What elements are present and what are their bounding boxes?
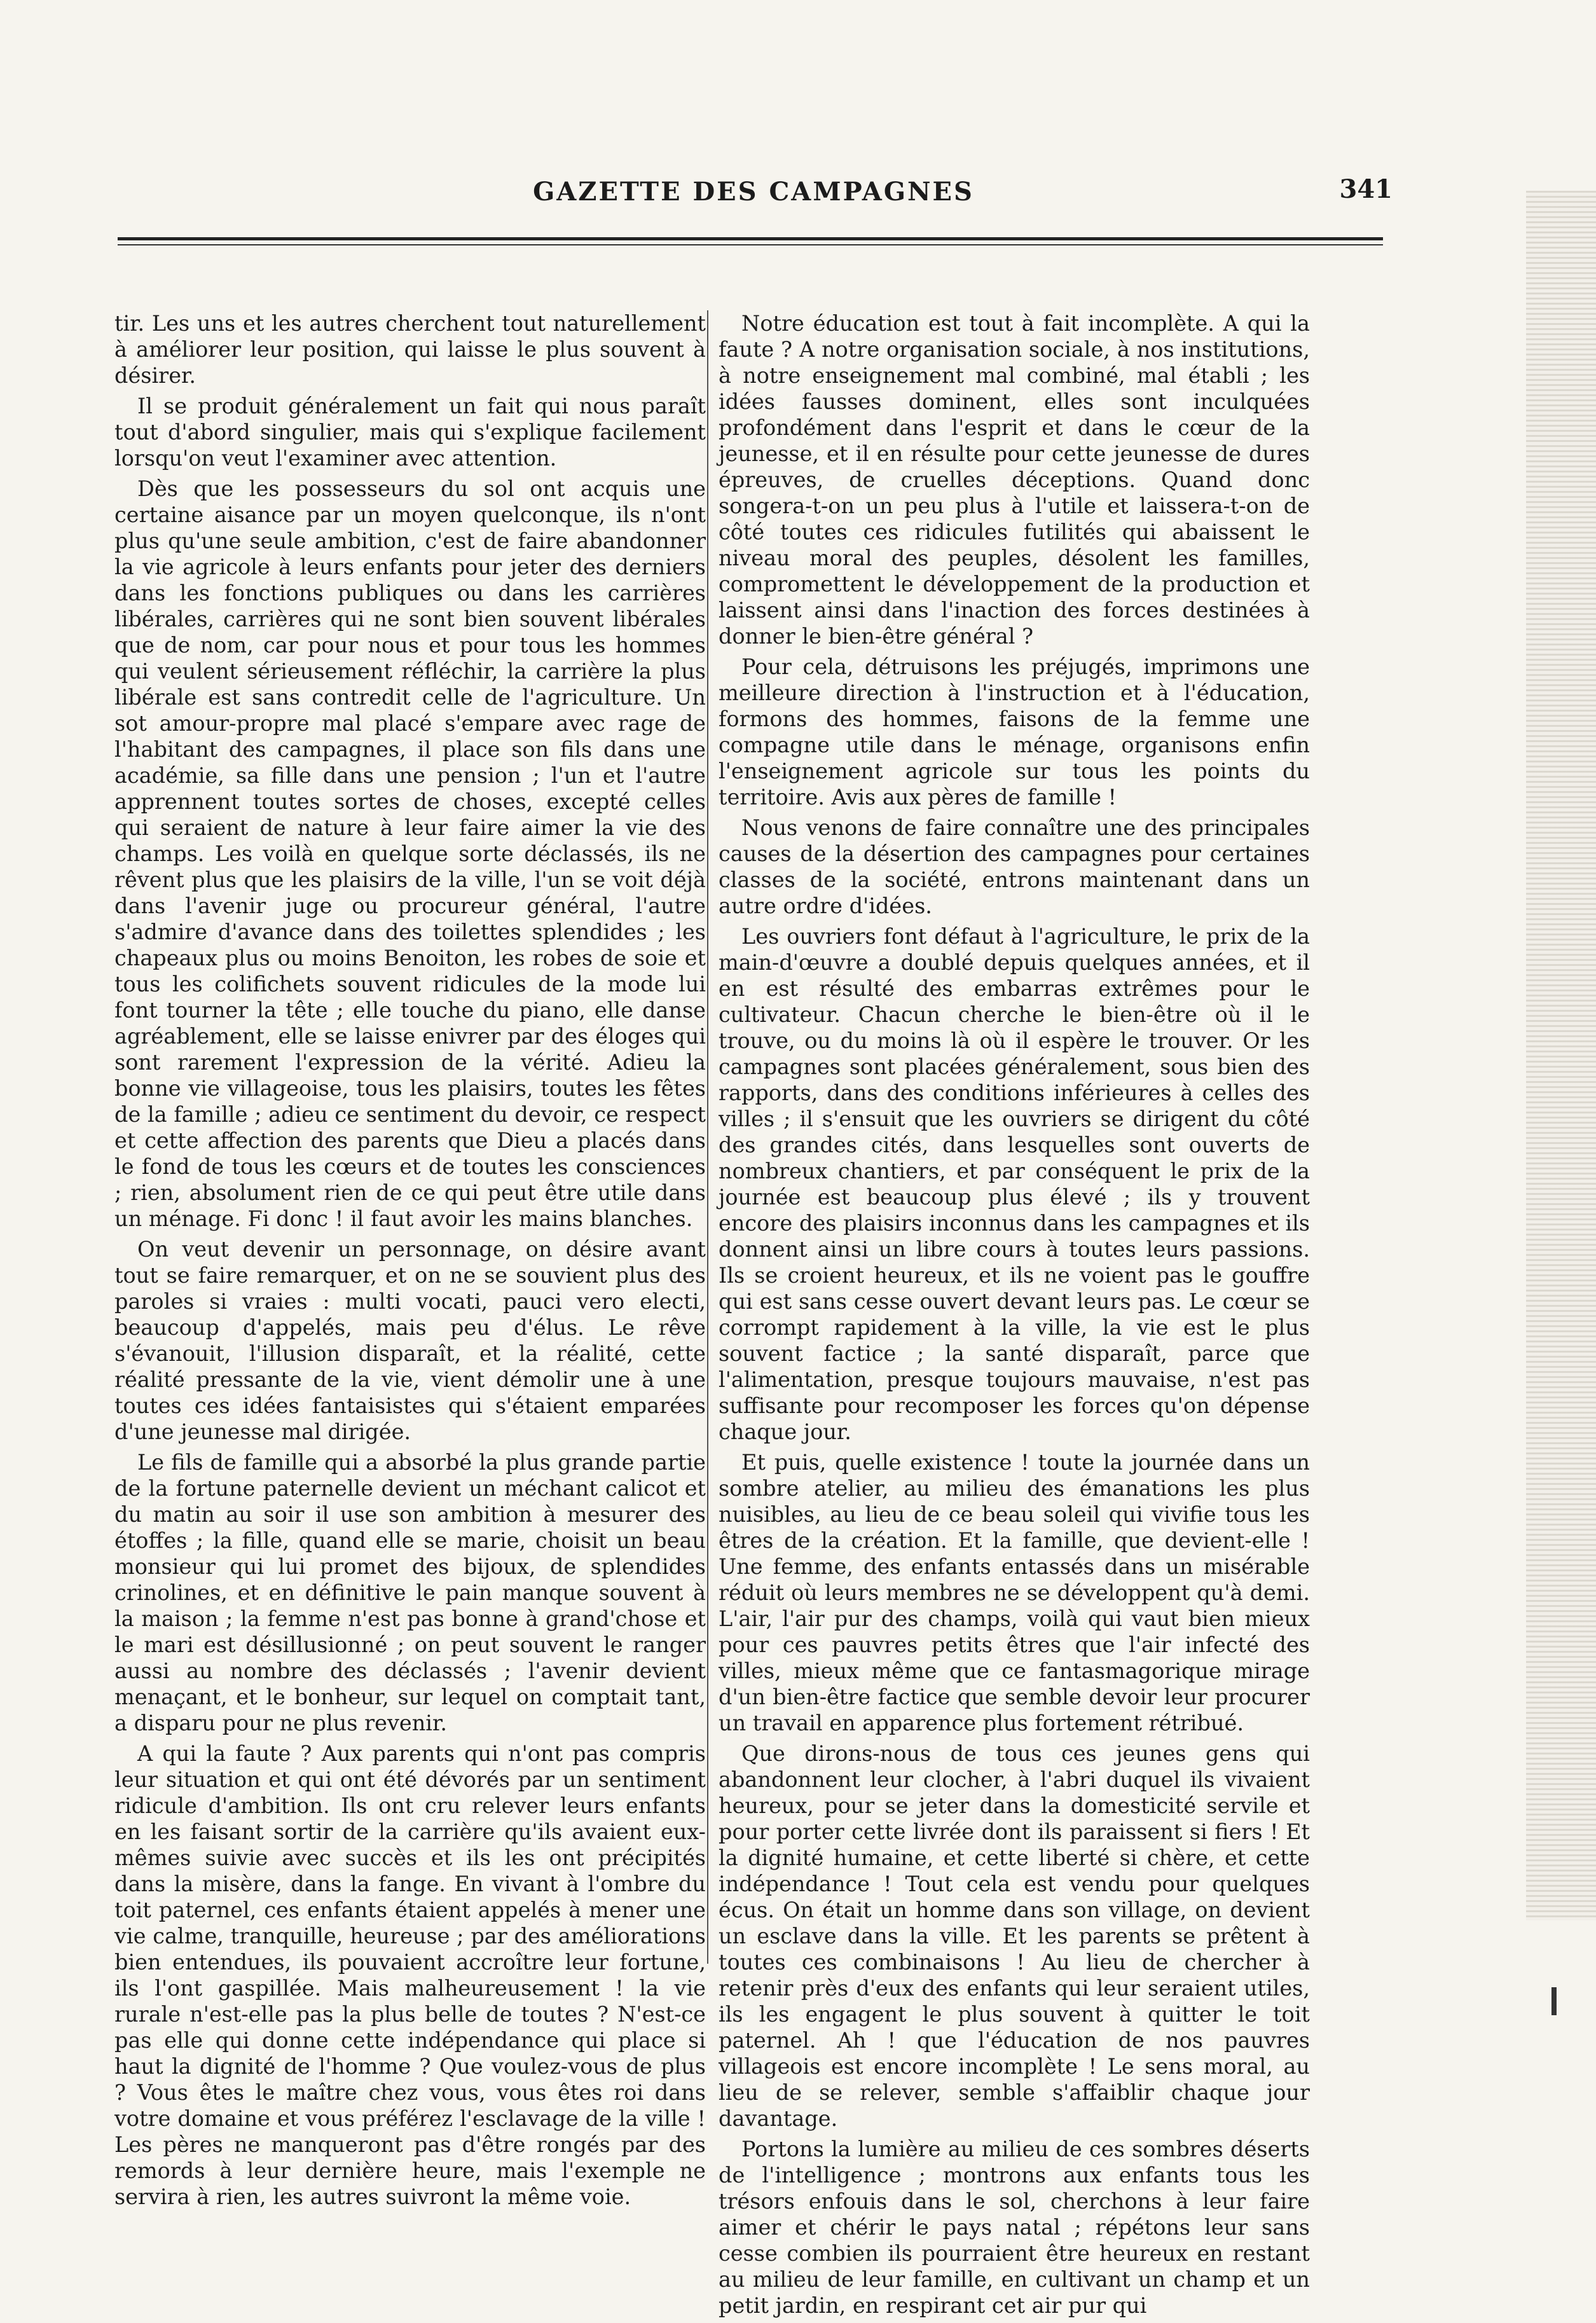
scan-margin-mark xyxy=(1551,1987,1557,2015)
running-title: GAZETTE DES CAMPAGNES xyxy=(533,177,974,207)
paragraph: Nous venons de faire connaître une des principales causes de la désertion des campagnes pour certaines classes de la société, entrons maintenant dans un autre ordre d'idées. xyxy=(719,815,1310,918)
paragraph: Pour cela, détruisons les préjugés, imprimons une meilleure direction à l'instruction et à l'éducation, formons des hommes, faisons de la femme une compagne utile dans le ménage, organisons enfin l'enseignement agricole sur tous les points du territoire. Avis aux pères de famille ! xyxy=(719,654,1310,810)
paragraph: Il se produit généralement un fait qui nous paraît tout d'abord singulier, mais qui s'explique facilement lorsqu'on veut l'examiner avec attention. xyxy=(114,394,706,471)
paragraph: Le fils de famille qui a absorbé la plus grande partie de la fortune paternelle devient un méchant calicot et du matin au soir il use son ambition à mesurer des étoffes ; la fille, quand elle se marie, choisit un beau monsieur qui lui promet des bijoux, de splendides crinolines, et en définitive le pain manque souvent à la maison ; la femme n'est pas bonne à grand'chose et le mari est désillusionné ; on peut souvent le ranger aussi au nombre des déclassés ; l'avenir devient menaçant, et le bonheur, sur lequel on comptait tant, a disparu pour ne plus revenir. xyxy=(114,1450,706,1735)
page-number: 341 xyxy=(1339,174,1393,204)
header-rule-thin xyxy=(118,244,1383,245)
paragraph: tir. Les uns et les autres cherchent tout naturellement à améliorer leur position, qui laisse le plus souvent à désirer. xyxy=(114,311,706,388)
paragraph: On veut devenir un personnage, on désire avant tout se faire remarquer, et on ne se souvient plus des paroles si vraies : multi vocati, pauci vero electi, beaucoup d'appelés, mais peu d'élus. Le rêve s'évanouit, l'illusion disparaît, et la réalité, cette réalité pressante de la vie, vient démolir une à une toutes ces idées fantaisistes qui s'étaient emparées d'une jeunesse mal dirigée. xyxy=(114,1237,706,1444)
column-divider xyxy=(707,310,708,1964)
paragraph: Les ouvriers font défaut à l'agriculture, le prix de la main-d'œuvre a doublé depuis quelques années, et il en est résulté des embarras extrêmes pour le cultivateur. Chacun cherche le bien-être où il le trouve, ou du moins là où il espère le trouver. Or les campagnes sont placées généralement, sous bien des rapports, dans des conditions inférieures à celles des villes ; il s'ensuit que les ouvriers se dirigent du côté des grandes cités, dans lesquelles sont ouverts de nombreux chantiers, et par conséquent le prix de la journée est beaucoup plus élevé ; ils y trouvent encore des plaisirs inconnus dans les campagnes et ils donnent ainsi un libre cours à toutes leurs passions. Ils se croient heureux, et ils ne voient pas le gouffre qui est sans cesse ouvert devant leurs pas. Le cœur se corrompt rapidement à la ville, la vie est le plus souvent factice ; la santé disparaît, parce que l'alimentation, presque toujours mauvaise, n'est pas suffisante pour recomposer les forces qu'on dépense chaque jour. xyxy=(719,924,1310,1444)
scan-margin-bleed xyxy=(1526,191,1596,1920)
paragraph: Que dirons-nous de tous ces jeunes gens qui abandonnent leur clocher, à l'abri duquel ils vivaient heureux, pour se jeter dans la domesticité servile et pour porter cette livrée dont ils paraissent si fiers ! Et la dignité humaine, et cette liberté si chère, et cette indépendance ! Tout cela est vendu pour quelques écus. On était un homme dans son village, on devient un esclave dans la ville. Et les parents se prêtent à toutes ces combinaisons ! Au lieu de chercher à retenir près d'eux des enfants qui leur seraient utiles, ils les engagent le plus souvent à quitter le toit paternel. Ah ! que l'éducation de nos pauvres villageois est encore incomplète ! Le sens moral, au lieu de se relever, semble s'affaiblir chaque jour davantage. xyxy=(719,1741,1310,2131)
paragraph: Et puis, quelle existence ! toute la journée dans un sombre atelier, au milieu des émanations les plus nuisibles, au lieu de ce beau soleil qui vivifie tous les êtres de la création. Et la famille, que devient-elle ! Une femme, des enfants entassés dans un misérable réduit où leurs membres ne se développent qu'à demi. L'air, l'air pur des champs, voilà qui vaut bien mieux pour ces pauvres petits êtres que l'air infecté des villes, mieux même que ce fantasmagorique mirage d'un bien-être factice que semble devoir leur procurer un travail en apparence plus fortement rétribué. xyxy=(719,1450,1310,1735)
left-column xyxy=(114,310,706,2214)
right-column xyxy=(719,310,1310,2323)
header-rule-thick xyxy=(118,237,1383,240)
paragraph: A qui la faute ? Aux parents qui n'ont pas compris leur situation et qui ont été dévorés par un sentiment ridicule d'ambition. Ils ont cru relever leurs enfants en les faisant sortir de la carrière qu'ils avaient eux-mêmes suivie avec succès et ils les ont précipités dans la misère, dans la fange. En vivant à l'ombre du toit paternel, ces enfants étaient appelés à mener une vie calme, tranquille, heureuse ; par des améliorations bien entendues, ils pouvaient accroître leur fortune, ils l'ont gaspillée. Mais malheureusement ! la vie rurale n'est-elle pas la plus belle de toutes ? N'est-ce pas elle qui donne cette indépendance qui place si haut la dignité de l'homme ? Que voulez-vous de plus ? Vous êtes le maître chez vous, vous êtes roi dans votre domaine et vous préférez l'esclavage de la ville ! Les pères ne manqueront pas d'être rongés par des remords à leur dernière heure, mais l'exemple ne servira à rien, les autres suivront la même voie. xyxy=(114,1741,706,2209)
paragraph: Dès que les possesseurs du sol ont acquis une certaine aisance par un moyen quelconque, ils n'ont plus qu'une seule ambition, c'est de faire abandonner la vie agricole à leurs enfants pour jeter des derniers dans les fonctions publiques ou dans les carrières libérales, carrières qui ne sont bien souvent libérales que de nom, car pour nous et pour tous les hommes qui veulent sérieusement réfléchir, la carrière la plus libérale est sans contredit celle de l'agriculture. Un sot amour-propre mal placé s'empare avec rage de l'habitant des campagnes, il place son fils dans une académie, sa fille dans une pension ; l'un et l'autre apprennent toutes sortes de choses, excepté celles qui seraient de nature à leur faire aimer la vie des champs. Les voilà en quelque sorte déclassés, ils ne rêvent plus que les plaisirs de la ville, l'un se voit déjà dans l'avenir juge ou procureur général, l'autre s'admire d'avance dans des toilettes splendides ; les chapeaux plus ou moins Benoiton, les robes de soie et tous les colifichets souvent ridicules de la mode lui font tourner la tête ; elle touche du piano, elle danse agréablement, elle se laisse enivrer par des éloges qui sont rarement l'expression de la vérité. Adieu la bonne vie villageoise, tous les plaisirs, toutes les fêtes de la famille ; adieu ce sentiment du devoir, ce respect et cette affection des parents que Dieu a placés dans le fond de tous les cœurs et de toutes les consciences ; rien, absolument rien de ce qui peut être utile dans un ménage. Fi donc ! il faut avoir les mains blanches. xyxy=(114,476,706,1231)
page-header xyxy=(114,172,1393,216)
paragraph: Portons la lumière au milieu de ces sombres déserts de l'intelligence ; montrons aux enfants tous les trésors enfouis dans le sol, cherchons à leur faire aimer et chérir le pays natal ; répétons leur sans cesse combien ils pourraient être heureux en restant au milieu de leur famille, en cultivant un champ et un petit jardin, en respirant cet air pur qui xyxy=(719,2137,1310,2318)
paragraph: Notre éducation est tout à fait incomplète. A qui la faute ? A notre organisation sociale, à nos institutions, à notre enseignement mal combiné, mal établi ; les idées fausses dominent, elles sont inculquées profondément dans l'esprit et dans le cœur de la jeunesse, et il en résulte pour cette jeunesse de dures épreuves, de cruelles déceptions. Quand donc songera-t-on un peu plus à l'utile et laissera-t-on de côté toutes ces ridicules futilités qui abaissent le niveau moral des peuples, désolent les familles, compromettent le développement de la production et laissent ainsi dans l'inaction des forces destinées à donner le bien-être général ? xyxy=(719,311,1310,649)
